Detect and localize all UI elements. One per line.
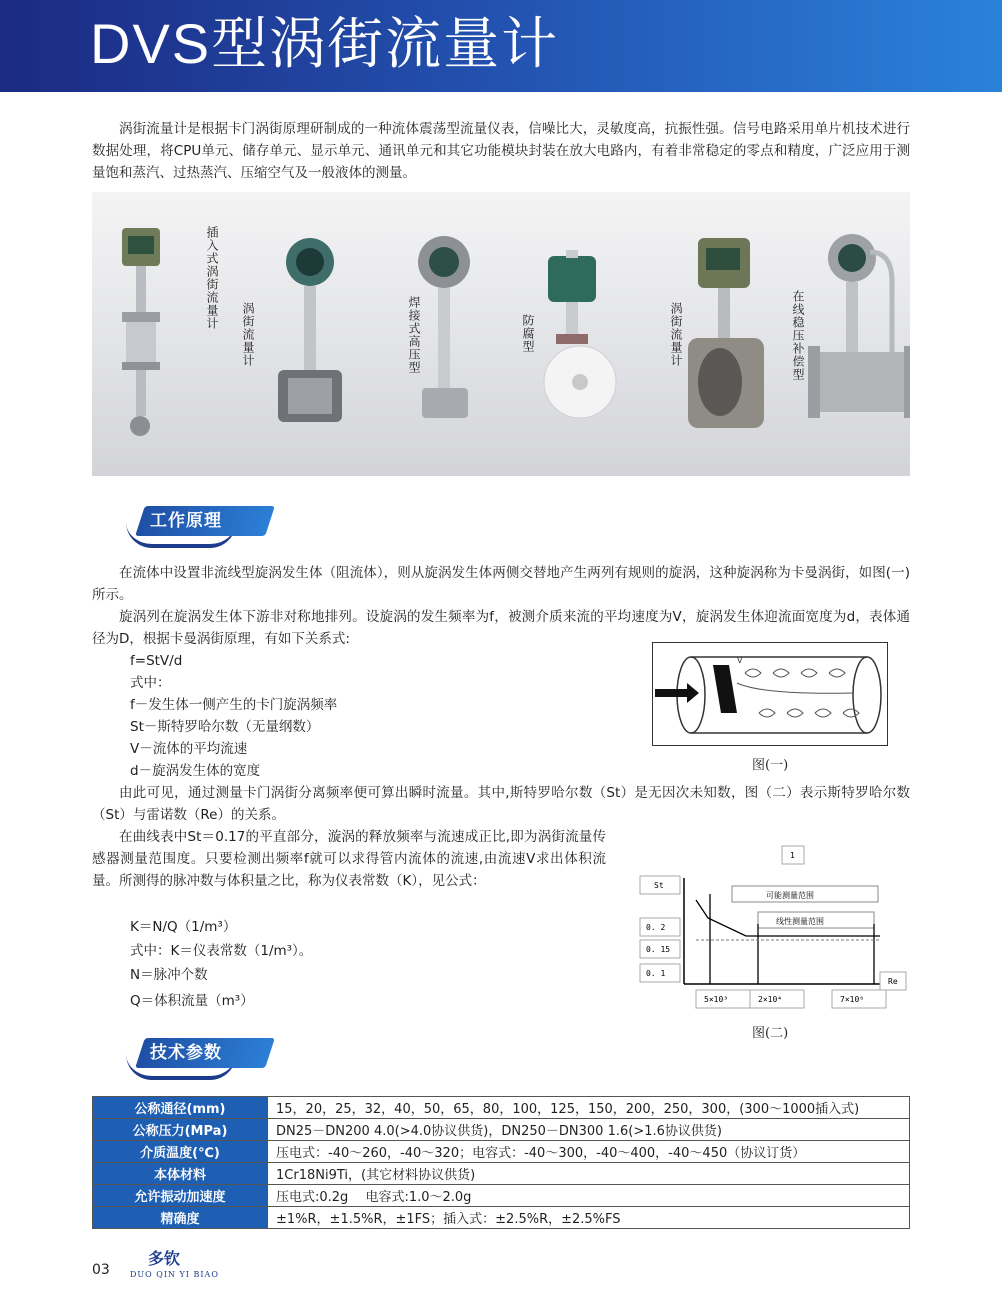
- principle-paragraph-1: 在流体中设置非流线型旋涡发生体（阻流体），则从旋涡发生体两侧交替地产生两列有规则的旋涡，这种旋涡称为卡曼涡街，如图(一)所示。: [92, 565, 910, 603]
- spec-value: 压电式：-40～260，-40～320；电容式：-40～300，-40～400，-40～450（协议订货）: [268, 1141, 910, 1163]
- flange-meter-image: [688, 238, 764, 428]
- spec-value: DN25－DN200 4.0(>4.0协议供货)，DN250－DN300 1.6(>1.6协议供货): [268, 1119, 910, 1141]
- insertion-meter-image: [122, 228, 160, 436]
- fig2-range-linear: 线性测量范围: [776, 917, 824, 926]
- page-number: 03: [92, 1262, 110, 1278]
- definition-n: N＝脉冲个数: [130, 967, 208, 983]
- figure-2-caption: 图(二): [752, 1026, 789, 1041]
- definition-f: f－发生体一侧产生的卡门旋涡频率: [130, 697, 338, 713]
- spec-key: 精确度: [93, 1207, 268, 1229]
- fig2-x-tick-3: 7×10⁶: [840, 995, 865, 1004]
- definition-d: d－旋涡发生体的宽度: [130, 763, 261, 779]
- spec-value: ±1%R，±1.5%R，±1FS；插入式：±2.5%R，±2.5%FS: [268, 1207, 910, 1229]
- definition-v: V－流体的平均流速: [130, 741, 248, 757]
- fig2-range-possible: 可能测量范围: [766, 891, 814, 900]
- spec-value: 1Cr18Ni9Ti，(其它材料协议供货): [268, 1163, 910, 1185]
- figure-2-st-re-chart: [636, 844, 916, 1016]
- page-title: DVS型涡街流量计: [90, 12, 560, 75]
- fig2-y-axis-label: St: [654, 881, 664, 890]
- spec-key: 本体材料: [93, 1163, 268, 1185]
- table-row: [93, 1097, 910, 1119]
- logo-chinese: 多钦: [148, 1249, 181, 1268]
- spec-key: 介质温度(℃): [93, 1141, 268, 1163]
- table-row: [93, 1185, 910, 1207]
- section-badge-principle: [126, 500, 286, 546]
- product-label-1: 插入式涡街流量计: [205, 226, 219, 330]
- section-title-specs: 技术参数: [150, 1043, 222, 1063]
- welded-meter-image: [418, 236, 470, 418]
- spec-key: 公称通径(mm): [93, 1097, 268, 1119]
- intro-paragraph: 涡街流量计是根据卡门涡街原理研制成的一种流体震荡型流量仪表，信噪比大，灵敏度高，抗振性强。信号电路采用单片机技术进行数据处理，将CPU单元、储存单元、显示单元、通讯单元和其它功能模块封装在放大电路内，有着非常稳定的零点和精度，广泛应用于测量饱和蒸汽、过热蒸汽、压缩空气及一般液体的测量。: [92, 121, 910, 181]
- spec-value: 压电式:0.2g 电容式:1.0～2.0g: [268, 1185, 910, 1207]
- product-label-2: 涡街流量计: [241, 302, 255, 367]
- section-badge-specs: [126, 1032, 286, 1078]
- definition-k: 式中：K＝仪表常数（1/m³）。: [130, 943, 313, 959]
- definition-q: Q＝体积流量（m³）: [130, 993, 254, 1009]
- principle-paragraph-3: 由此可见，通过测量卡门涡街分离频率便可算出瞬时流量。其中,斯特罗哈尔数（St）是无因次未知数，图（二）表示斯特罗哈尔数（St）与雷诺数（Re）的关系。: [92, 785, 910, 823]
- figure-1-caption: 图(一): [752, 758, 789, 773]
- table-row: [93, 1207, 910, 1229]
- definition-st: St－斯特罗哈尔数（无量纲数）: [130, 719, 320, 735]
- spec-value: 15，20，25，32，40，50，65，80，100，125，150，200，250，300，(300～1000插入式): [268, 1097, 910, 1119]
- fig2-y-tick-2: 0. 15: [646, 945, 671, 954]
- product-label-4: 防腐型: [521, 314, 535, 353]
- table-row: [93, 1163, 910, 1185]
- fig2-x-tick-2: 2×10⁴: [758, 995, 783, 1004]
- table-row: [93, 1119, 910, 1141]
- spec-key: 允许振动加速度: [93, 1185, 268, 1207]
- principle-paragraph-2: 旋涡列在旋涡发生体下游非对称地排列。设旋涡的发生频率为f，被测介质来流的平均速度为V，旋涡发生体迎流面宽度为d，表体通径为D，根据卡曼涡街原理，有如下关系式:: [92, 609, 910, 647]
- spec-key: 公称压力(MPa): [93, 1119, 268, 1141]
- table-row: [93, 1141, 910, 1163]
- fig2-x-tick-1: 5×10³: [704, 995, 729, 1004]
- product-photo-band: [92, 192, 910, 476]
- vortex-street-drawing: [653, 643, 887, 745]
- fig2-y-tick-3: 0. 1: [646, 969, 666, 978]
- compensation-meter-image: [808, 234, 910, 418]
- product-label-6: 在线稳压补偿型: [791, 290, 805, 381]
- formula-f: f=StV/d: [130, 653, 183, 669]
- principle-paragraph-4: 在曲线表中St＝0.17的平直部分，漩涡的释放频率与流速成正比,即为涡街流量传感器测量范围度。只要检测出频率f就可以求得管内流体的流速,由流速V求出体积流量。所测得的脉冲数与体积量之比，称为仪表常数（K），见公式：: [92, 829, 606, 889]
- where-label: 式中：: [130, 675, 171, 691]
- formula-k: K＝N/Q（1/m³）: [130, 919, 237, 935]
- section-title-principle: 工作原理: [150, 511, 222, 531]
- page-header: [0, 0, 1002, 92]
- st-re-diagram: [636, 844, 916, 1016]
- fig2-x-axis-label: Re: [888, 977, 898, 986]
- wafer-meter-image: [278, 238, 342, 422]
- spec-table: [92, 1096, 910, 1229]
- fig1-velocity-label: V: [737, 656, 743, 665]
- logo-english: DUO QIN YI BIAO: [130, 1270, 219, 1279]
- anticorrosion-meter-image: [544, 250, 616, 418]
- fig2-y-tick-1: 0. 2: [646, 923, 666, 932]
- fig2-top-label: 1: [790, 851, 795, 860]
- product-label-5: 涡街流量计: [669, 302, 683, 367]
- figure-1-vortex-street: [652, 642, 888, 746]
- product-label-3: 焊接式高压型: [407, 296, 421, 374]
- company-logo: [130, 1246, 230, 1288]
